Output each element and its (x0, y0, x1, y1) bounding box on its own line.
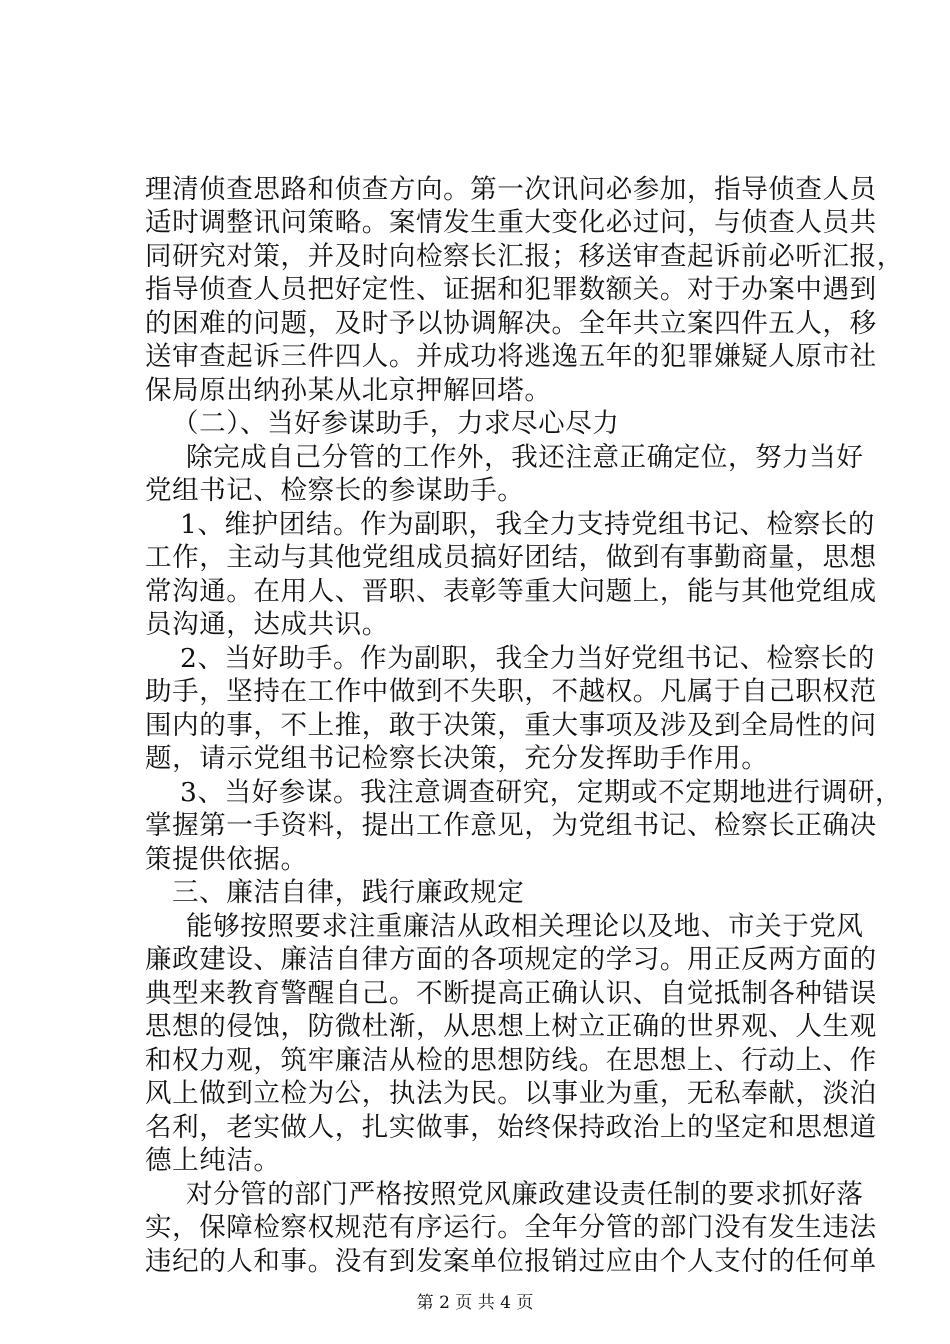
text-line: 思想的侵蚀，防微杜渐，从思想上树立正确的世界观、人生观 (145, 1011, 877, 1042)
text-line: 的困难的问题，及时予以协调解决。全年共立案四件五人，移 (145, 308, 877, 339)
text-line: 实，保障检察权规范有序运行。全年分管的部门没有发生违法 (145, 1212, 877, 1243)
paragraph-start: 对分管的部门严格按照党风廉政建设责任制的要求抓好落 (186, 1179, 864, 1210)
text-line: 常沟通。在用人、晋职、表彰等重大问题上，能与其他党组成 (145, 576, 877, 607)
text-line: 德上纯洁。 (145, 1145, 281, 1176)
paragraph-start: 2、当好助手。作为副职，我全力当好党组书记、检察长的 (180, 643, 875, 674)
text-line: 和权力观，筑牢廉洁从检的思想防线。在思想上、行动上、作 (145, 1045, 877, 1076)
text-line: 指导侦查人员把好定性、证据和犯罪数额关。对于办案中遇到 (145, 274, 877, 305)
page-footer: 第 2 页 共 4 页 (416, 1293, 534, 1313)
text-line: 党组书记、检察长的参谋助手。 (145, 475, 525, 506)
paragraph-start: 1、维护团结。作为副职，我全力支持党组书记、检察长的 (180, 509, 875, 540)
section-heading: （二）、当好参谋助手，力求尽心尽力 (172, 408, 620, 439)
text-line: 适时调整讯问策略。案情发生重大变化必过问，与侦查人员共 (145, 207, 877, 238)
text-line: 助手，坚持在工作中做到不失职，不越权。凡属于自己职权范 (145, 676, 877, 707)
text-line: 围内的事，不上推，敢于决策，重大事项及涉及到全局性的问 (145, 710, 877, 741)
text-line: 典型来教育警醒自己。不断提高正确认识、自觉抵制各种错误 (145, 978, 877, 1009)
text-line: 风上做到立检为公，执法为民。以事业为重，无私奉献，淡泊 (145, 1078, 877, 1109)
text-line: 理清侦查思路和侦查方向。第一次讯问必参加，指导侦查人员 (145, 174, 877, 205)
text-line: 送审查起诉三件四人。并成功将逃逸五年的犯罪嫌疑人原市社 (145, 341, 877, 372)
paragraph-start: 能够按照要求注重廉洁从政相关理论以及地、市关于党风 (186, 911, 864, 942)
text-line: 掌握第一手资料，提出工作意见，为党组书记、检察长正确决 (145, 810, 877, 841)
paragraph-start: 3、当好参谋。我注意调查研究，定期或不定期地进行调研， (180, 777, 903, 808)
text-line: 工作，主动与其他党组成员搞好团结，做到有事勤商量，思想 (145, 542, 877, 573)
section-heading: 三、廉洁自律，践行廉政规定 (172, 877, 525, 908)
text-line: 保局原出纳孙某从北京押解回塔。 (145, 375, 552, 406)
text-line: 策提供依据。 (145, 844, 308, 875)
text-line: 员沟通，达成共识。 (145, 609, 389, 640)
text-line: 名利，老实做人，扎实做事，始终保持政治上的坚定和思想道 (145, 1112, 877, 1143)
paragraph-start: 除完成自己分管的工作外，我还注意正确定位，努力当好 (186, 442, 864, 473)
text-line: 违纪的人和事。没有到发案单位报销过应由个人支付的任何单 (145, 1246, 877, 1277)
text-line: 同研究对策，并及时向检察长汇报；移送审查起诉前必听汇报， (145, 241, 904, 272)
text-line: 题，请示党组书记检察长决策，充分发挥助手作用。 (145, 743, 769, 774)
text-line: 廉政建设、廉洁自律方面的各项规定的学习。用正反两方面的 (145, 944, 877, 975)
